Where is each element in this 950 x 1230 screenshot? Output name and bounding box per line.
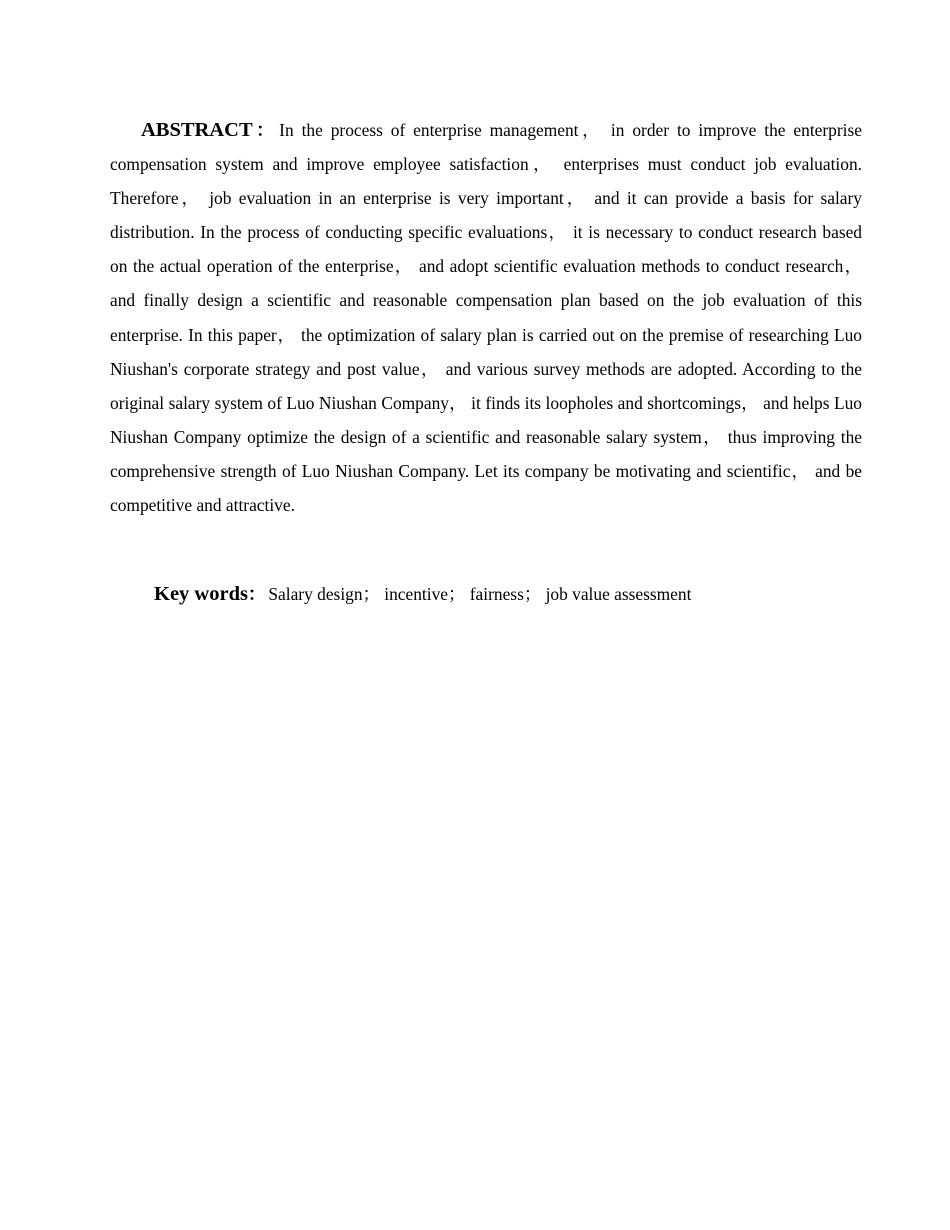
- keywords-label: Key words: [154, 583, 248, 605]
- keywords-list: Salary design； incentive； fairness； job value assessment: [268, 584, 692, 604]
- abstract-label: ABSTRACT: [141, 119, 253, 141]
- abstract-colon: ：: [252, 120, 278, 140]
- abstract-paragraph: [110, 113, 862, 522]
- keywords-colon: ：: [247, 584, 266, 604]
- abstract-text: In the process of enterprise management， in order to improve the enterprise compensation system and improve employee satisfaction， enterprises must conduct job evaluation. Therefore， job evaluation in an enterprise is very important， and it can provide a basis for salary distribution. In the process of conducting specific evaluations， it is necessary to conduct research based on the actual operation of the enterprise， and adopt scientific evaluation methods to conduct research， and finally design a scientific and reasonable compensation plan based on the job evaluation of this enterprise. In this paper， the optimization of salary plan is carried out on the premise of researching Luo Niushan's corporate strategy and post value， and various survey methods are adopted. According to the original salary system of Luo Niushan Company， it finds its loopholes and shortcomings， and helps Luo Niushan Company optimize the design of a scientific and reasonable salary system， thus improving the comprehensive strength of Luo Niushan Company. Let its company be motivating and scientific， and be competitive and attractive.: [110, 120, 862, 516]
- keywords-line: [154, 577, 862, 611]
